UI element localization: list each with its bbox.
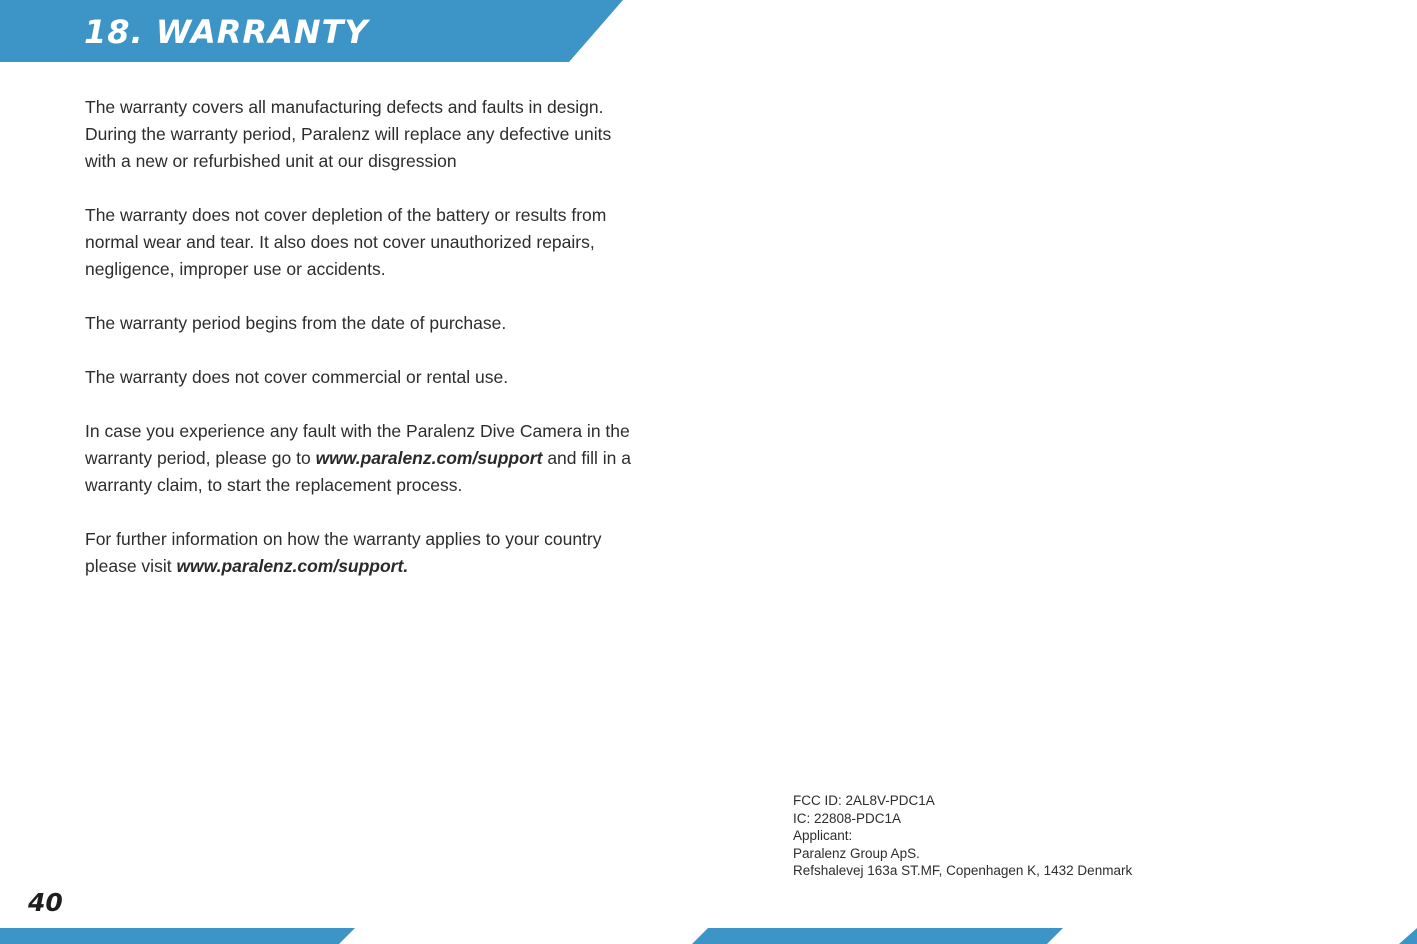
info-text-before: For further information on how the warranty applies to your country please visit (85, 529, 602, 576)
support-link[interactable]: www.paralenz.com/support (315, 448, 543, 468)
footer-stripe-right (1399, 928, 1417, 944)
support-text-before: In case you experience any fault with the Paralenz Dive Camera in the warranty period, please go to (85, 421, 630, 468)
fcc-id: FCC ID: 2AL8V-PDC1A (793, 793, 935, 808)
footer-stripe-middle (692, 928, 1063, 944)
ic-number: IC: 22808-PDC1A (793, 810, 902, 826)
warranty-text (85, 94, 633, 607)
section-title: 18. WARRANTY (84, 13, 369, 51)
company-name: Paralenz Group ApS. (793, 845, 920, 861)
paragraph-support (85, 418, 633, 499)
paragraph-info (85, 526, 633, 580)
company-address: Refshalevej 163a ST.MF, Copenhagen K, 1432 Denmark (793, 863, 1133, 878)
paragraph-coverage: The warranty covers all manufacturing defects and faults in design. During the warranty period, Paralenz will replace any defective units with a new or refurbished unit at our disgression (85, 97, 612, 171)
footer-stripe-left (0, 928, 355, 944)
paragraph-exclusions: The warranty does not cover depletion of the battery or results from normal wear and tear. It also does not cover unauthorized repairs, negligence, improper use or accidents. (85, 205, 607, 279)
support-text-after: and fill in a warranty claim, to start the replacement process. (85, 448, 631, 495)
fcc-info (793, 792, 1132, 880)
paragraph-period: The warranty period begins from the date of purchase. (85, 313, 507, 333)
paragraph-commercial: The warranty does not cover commercial or rental use. (85, 367, 509, 387)
page-number: 40 (28, 888, 63, 917)
applicant-label: Applicant: (793, 828, 853, 843)
info-support-link[interactable]: www.paralenz.com/support. (176, 556, 409, 576)
